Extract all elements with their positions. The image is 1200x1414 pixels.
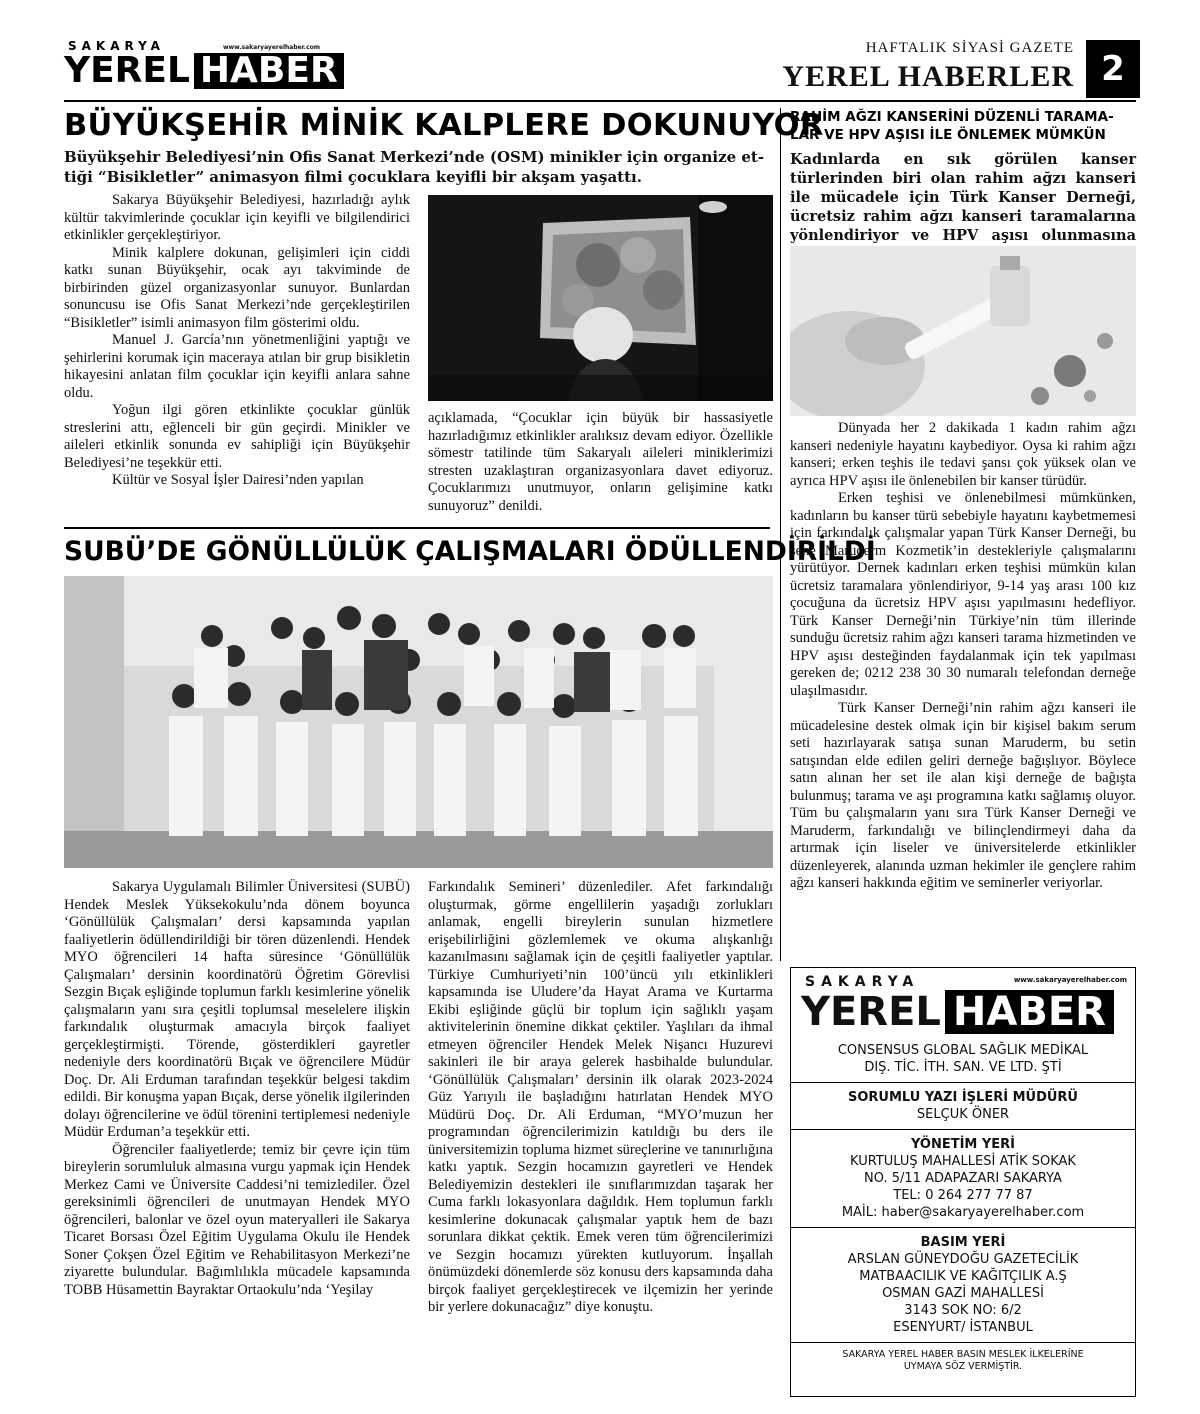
- print-label: BASIM YERİ: [920, 1235, 1006, 1250]
- print-address: 3143 SOK NO: 6/2: [904, 1303, 1022, 1318]
- imprint-logo-url: www.sakaryayerelhaber.com: [1013, 976, 1127, 984]
- article1-lead: Büyükşehir Belediyesi’nin Ofis Sanat Merkezi’nde (OSM) minikler için organize et- tiği “Bisikletler” animasyon filmi çocuklara keyifli bir akşam yaşattı.: [64, 148, 765, 186]
- logo-url: www.sakaryayerelhaber.com: [223, 44, 320, 51]
- section-rule: [64, 527, 770, 529]
- article3-body: [790, 420, 1136, 893]
- logo-small-text: SAKARYA: [68, 39, 165, 53]
- article2-column2: [428, 879, 773, 1317]
- article3-lead: Kadınlarda en sık görülen kanser türlerinden biri olan rahim ağzı kanseri ile mücadele için Türk Kanser Derneği, ücretsiz rahim ağzı kanseri taramalarına yönlendiriyor ve HPV aşısı olunmasına: [790, 151, 1136, 244]
- imprint-divider: [791, 1227, 1135, 1228]
- editor-name: SELÇUK ÖNER: [916, 1107, 1010, 1122]
- article3-headline: [790, 108, 1114, 144]
- office-label: YÖNETİM YERİ: [910, 1137, 1016, 1152]
- imprint-box: [790, 967, 1136, 1397]
- article3-paragraph: Erken teşhisi ve önlenebilmesi mümkünken, kadınların bu kanser türü sebebiyle hayatını kaybetmemesi için farkındalık çalışmalar yapan Türk Kanser Derneği, bu sene Maruderm Kozmetik’in destekleriyle çalışmalarını yürütüyor. Dernek kadınları erken teşhisi mümkün kılan ücretsiz taramalara yönlendiriyor, 9-14 yaş arası 100 kız çocuğuna da ücretsiz HPV aşısı yapılmasını hedefliyor. Türk Kanser Derneği’nin Türkiye’nin tüm illerinde sunduğu ücretsiz rahim ağzı kanseri tarama hizmetinden ve HPV aşısı desteğinden faydalanmak için tek yapılması gereken de; 0212 238 30 30 numaralı telefondan derneğe ulaşılmasıdır.: [790, 490, 1136, 699]
- imprint-divider: [791, 1082, 1135, 1083]
- paper-kicker: HAFTALIK SİYASİ GAZETE: [865, 40, 1074, 56]
- article2-paragraph: Sakarya Uygulamalı Bilimler Üniversitesi (SUBÜ) Hendek Meslek Yüksekokulu’nda dönem boyunca ‘Gönüllülük Çalışmaları’ dersi kapsamında yapılan faaliyetlerin ödüllendirildiği bir tören düzenlendi. Hendek MYO öğrencileri 14 hafta süresince ‘Gönüllülük Çalışmaları’ dersinin koordinatörü Öğretim Görevlisi Sezgin Bıçak eşliğinde toplumun farklı kesimlerine yönelik çalışmaların yanı sıra çeşitli toplumsal meselelere ilişkin farkındalık oluşturmak amacıyla birçok faaliyet gerçekleştirmişti. Törende, gösterdikleri gayretler nedeniyle ders koordinatörü Bıçak ve öğrencilere Müdür Doç. Dr. Ali Erduman tarafından teşekkür belgesi takdim edildi. Bir konuşma yapan Bıçak, derse yönelik ilgilerinden dolayı öğrencilerine ve ödül törenini tertiplemesi nedeniyle Müdür Erduman’a teşekkür etti.: [64, 879, 410, 1140]
- editor-label: SORUMLU YAZI İŞLERİ MÜDÜRÜ: [848, 1090, 1078, 1105]
- article3-headline-line: LAR VE HPV AŞISI İLE ÖNLEMEK MÜMKÜN: [790, 127, 1106, 143]
- imprint-logo-yerel: YEREL: [801, 989, 941, 1035]
- company-name: DIŞ. TİC. İTH. SAN. VE LTD. ŞTİ: [864, 1060, 1062, 1075]
- masthead-logo: [64, 39, 338, 97]
- article1-paragraph: Kültür ve Sosyal İşler Dairesi’nden yapılan: [112, 472, 364, 488]
- article1-paragraph: Manuel J. García’nın yönetmenliğini yaptığı ve şehirlerini korumak için maceraya atılan bir grup bisikletin hikayesini anlatan film çocuklar için keyifli anlara sahne oldu.: [64, 332, 410, 401]
- office-address: KURTULUŞ MAHALLESİ ATİK SOKAK: [850, 1154, 1076, 1169]
- print-address: ARSLAN GÜNEYDOĞU GAZETECİLİK: [847, 1252, 1079, 1267]
- column-divider: [780, 108, 781, 961]
- article1-paragraph: Yoğun ilgi gören etkinlikte çocuklar günlük streslerini attı, eğlenceli bir gün geçirdi. Minikler ve aileleri etkinlik sonunda ev sahipliği için Büyükşehir Belediyesi’ne teşekkür etti.: [64, 402, 410, 471]
- header-rule: [64, 100, 1136, 102]
- vaccine-photo: [790, 246, 1136, 416]
- article1-paragraph: Minik kalplere dokunan, gelişimleri için ciddi katkı sunan Büyükşehir, ocak ayı takviminde de birbirinden güzel organizasyonlar sunuyor. Bunlardan sonuncusu ise Ofis Sanat Merkezi’nde gerçekleştirilen “Bisikletler” isimli animasyon film gösterimi oldu.: [64, 244, 410, 331]
- office-address: NO. 5/11 ADAPAZARI SAKARYA: [864, 1171, 1062, 1186]
- article1-column2: [428, 410, 773, 515]
- ethics-note: SAKARYA YEREL HABER BASIN MESLEK İLKELERİNE: [842, 1349, 1084, 1360]
- print-address: ESENYURT/ İSTANBUL: [893, 1320, 1033, 1335]
- logo-haber: HABER: [194, 53, 344, 89]
- article3-paragraph: Dünyada her 2 dakikada 1 kadın rahim ağzı kanseri nedeniyle hayatını kaybediyor. Oysa ki rahim ağzı kanseri; erken teşhis ile tedavi şansı çok yüksek olan ve ayrıca HPV aşısı ile önlenebilen bir kanser türüdür.: [790, 420, 1136, 489]
- office-email: MAİL: haber@sakaryayerelhaber.com: [841, 1205, 1085, 1220]
- article2-headline: SUBÜ’DE GÖNÜLLÜLÜK ÇALIŞMALARI ÖDÜLLENDİRİLDİ: [64, 536, 876, 567]
- article1-headline: BÜYÜKŞEHİR MİNİK KALPLERE DOKUNUYOR: [64, 108, 824, 143]
- cinema-photo: [428, 195, 773, 401]
- logo-yerel: YEREL: [64, 50, 190, 91]
- article2-paragraph: Öğrenciler faaliyetlerde; temiz bir çevre için tüm bireylerin sorumluluk almasına vurgu yapmak için Hendek Merkez Cami ve Üniversite Caddesi’ni temizlediler. Özel gereksinimli öğrencileri de unutmayan Hendek MYO öğrencileri, balonlar ve özel oyun materyalleri ile Sakarya Ticaret Borsası Özel Eğitim Uygulama Okulu ile Hendek Soner Çokşen Özel Eğitim ve Rehabilitasyon Merkezi’ne ziyarette bulundular. Bağımlılıkla mücadele kapsamında TOBB Hüsamettin Bayraktar Ortaokulu’nda ‘Yeşilay: [64, 1141, 410, 1298]
- ethics-note: UYMAYA SÖZ VERMİŞTİR.: [903, 1361, 1023, 1372]
- print-address: OSMAN GAZİ MAHALLESİ: [882, 1286, 1044, 1301]
- imprint-logo-haber: HABER: [945, 990, 1114, 1034]
- imprint-divider: [791, 1129, 1135, 1130]
- office-phone: TEL: 0 264 277 77 87: [893, 1188, 1033, 1203]
- group-photo: [64, 576, 773, 868]
- article3-headline-line: RAHİM AĞZI KANSERİNİ DÜZENLİ TARAMA-: [790, 109, 1114, 125]
- page-number: 2: [1086, 40, 1140, 98]
- imprint-logo: [791, 970, 1135, 1036]
- article2-paragraph: Farkındalık Semineri’ düzenlediler. Afet farkındalığı oluşturmak, görme engellilerin yaşadığı zorlukları anlamak, engelli bireylerin sunulan hizmetlere erişebilirliğini gözlemlemek ve okuma alışkanlığı kazanılmasını sağlamak için de çeşitli faaliyetler yaptılar. Türkiye Cumhuriyeti’nin 100’üncü yılı etkinlikleri kapsamında ise Uludere’da Hayat Arama ve Kurtarma Ekibi eşliğinde güçlü bir toplum için sağlıklı yaşam aktivitelerinin önemine dikkat çektiler. Yaşlıları da ihmal etmeyen öğrenciler Hendek Melek Nişancı Huzurevi sakinleri ile bir araya gelerek hasbihalde bulundular. ‘Gönüllülük Çalışmaları’ dersinin ilk olarak 2023-2024 Güz Yarıyılı ile başladığını hatırlatan Hendek MYO Müdürü Doç. Dr. Ali Erduman, “MYO’muzun her programından öğrencilerimizin katıldığı bu ders ile üniversitemizin topluma hizmet süreçlerine ve tanınırlığına katkı yaptık. Sezgin hocamızın gayretleri ve Hendek Belediyemizin destekleri ile sınıflarımızdan taşarak her Cuma farklı lokasyonlara dağıldık. Hem toplumun farklı kesimlerine dokunacak çalışmalar yaptık hem de bazı sorunlara dikkat çektik. Emek veren tüm öğrencilerimizi ve Sezgin hocamızı yürekten kutluyorum. İnşallah önümüzdeki dönemlerde söz konusu ders kapsamında daha birçok faaliyet gerçekleştirecek ve ilçemizin her yerinde bir yerlere dokunacağız” diye konuştu.: [428, 879, 773, 1315]
- article1-paragraph: açıklamada, “Çocuklar için büyük bir hassasiyetle hazırladığımız etkinlikler aralıksız devam ediyor. Özellikle sömestr tatilinde tüm Sakaryalı aileleri miniklerimizi stresten uzaklaştıran organizasyonlara davet ediyoruz. Çocuklarımızı unutmuyor, onların gelişimine katkı sunuyoruz” denildi.: [428, 410, 773, 514]
- article1-column1: [64, 192, 410, 490]
- company-name: CONSENSUS GLOBAL SAĞLIK MEDİKAL: [837, 1043, 1089, 1058]
- print-address: MATBAACILIK VE KAĞITÇILIK A.Ş: [859, 1269, 1067, 1284]
- article3-paragraph: Türk Kanser Derneği’nin rahim ağzı kanseri ile mücadelesine destek olmak için bir kişisel bakım serum seti hazırlayarak satışa sunan Maruderm, bu setin satışından elde edilen geliri derneğe bağışlıyor. Böylece satın alınan her set ile alan kişi derneğe de bağışta bulunmuş; tarama ve aşı programına katkı sağlamış oluyor. Tüm bu çalışmaların yanı sıra Türk Kanser Derneği ve Maruderm, farkındalığı ve bilinçlendirmeyi daha da artırmak için liseler ve üniversitelerde etkinlikler düzenleyerek, alanında uzman hekimler ile gençlere rahim ağzı kanseri hakkında eğitim ve seminerler veriyorlar.: [790, 700, 1136, 891]
- article2-column1: [64, 879, 410, 1299]
- imprint-divider: [791, 1342, 1135, 1343]
- paper-name: YEREL HABERLER: [782, 60, 1074, 93]
- imprint-logo-small: SAKARYA: [805, 974, 920, 990]
- article1-paragraph: Sakarya Büyükşehir Belediyesi, hazırladığı aylık kültür takvimlerinde çocuklar için keyifli ve bilgilendirici etkinlikler gerçekleştiriyor.: [64, 192, 410, 243]
